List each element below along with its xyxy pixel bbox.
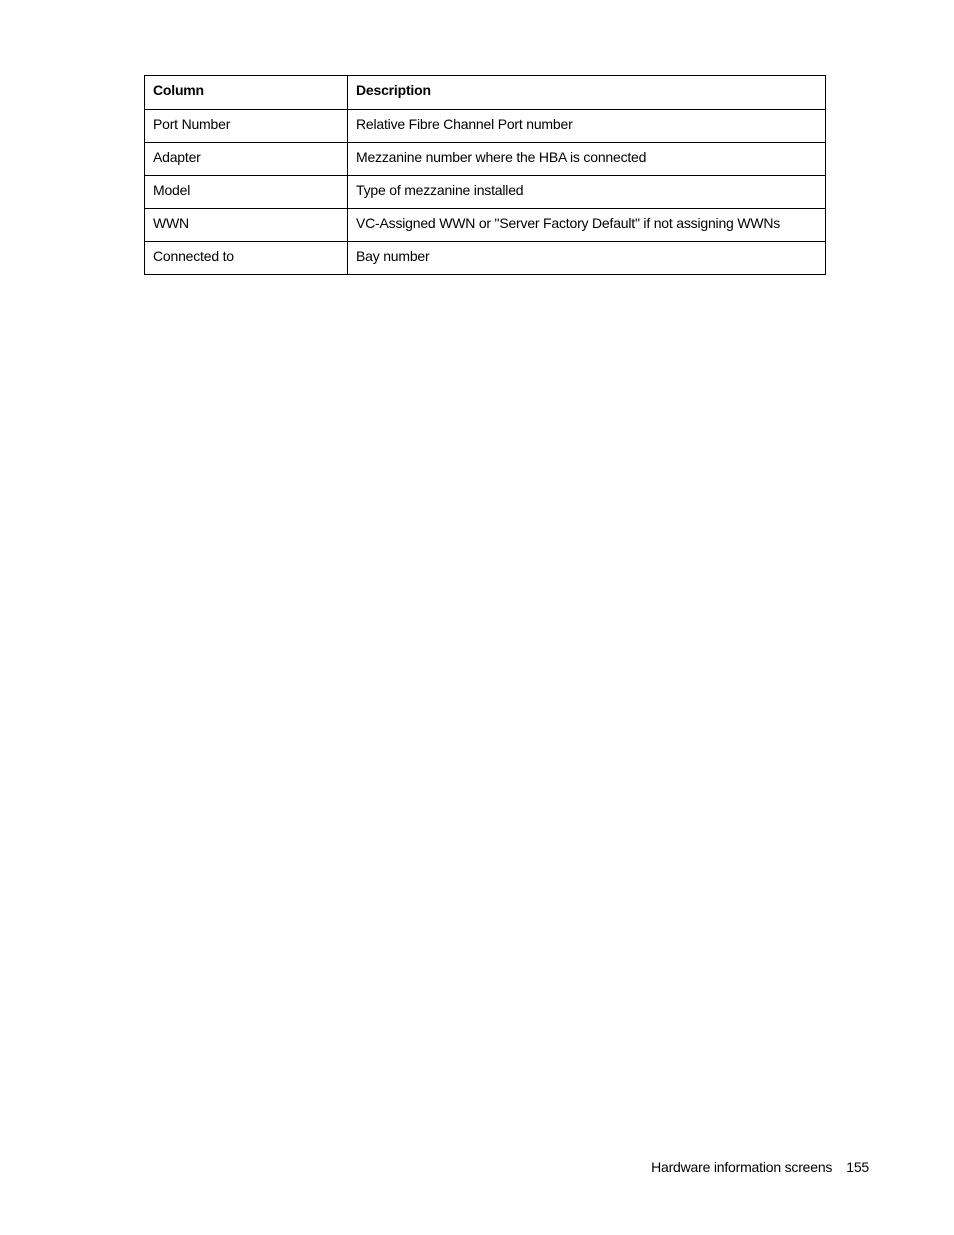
cell-column: Connected to <box>145 242 348 275</box>
table-header-row <box>145 76 826 110</box>
table-row <box>145 242 826 275</box>
footer-section-title: Hardware information screens <box>651 1159 833 1175</box>
cell-column: Adapter <box>145 143 348 176</box>
table-row <box>145 176 826 209</box>
table-row <box>145 209 826 242</box>
cell-description: Mezzanine number where the HBA is connected <box>348 143 826 176</box>
cell-column: Port Number <box>145 110 348 143</box>
header-column: Column <box>145 76 348 110</box>
cell-description: Relative Fibre Channel Port number <box>348 110 826 143</box>
table-header <box>145 76 826 110</box>
page-number: 155 <box>846 1159 869 1175</box>
cell-column: WWN <box>145 209 348 242</box>
page-footer <box>651 1159 869 1175</box>
column-description-table <box>144 75 826 275</box>
header-description: Description <box>348 76 826 110</box>
cell-description: VC-Assigned WWN or "Server Factory Default" if not assigning WWNs <box>348 209 826 242</box>
cell-description: Type of mezzanine installed <box>348 176 826 209</box>
table-row <box>145 143 826 176</box>
table-body <box>145 110 826 275</box>
cell-description: Bay number <box>348 242 826 275</box>
cell-column: Model <box>145 176 348 209</box>
table-row <box>145 110 826 143</box>
